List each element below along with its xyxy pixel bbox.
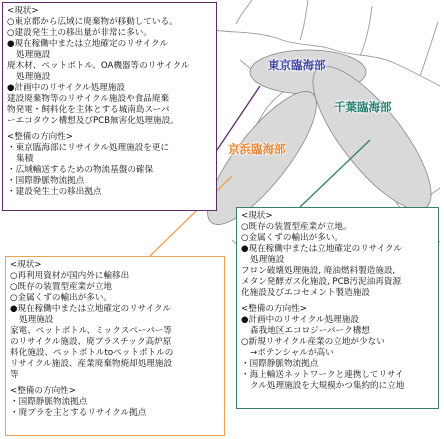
- direction-item: ・国際静脈物流拠点: [241, 359, 319, 369]
- status-detail: フロン破壊処理施設, 廃油燃料製造施設,: [241, 266, 396, 276]
- status-detail: 家電、ペットボトル、ミックスペーパー等: [10, 326, 172, 336]
- status-item: ○金属くずの輸出が多い。: [10, 293, 113, 303]
- status-heading: <現状>: [7, 6, 39, 16]
- keihin-info-box: [5, 256, 225, 436]
- direction-item-cont: クル処理施設を大規模かつ集約的に立地: [250, 381, 405, 391]
- status-detail: 料化施設、ペットボトルtoペットボトルの: [10, 348, 174, 358]
- river-3: [360, 6, 372, 56]
- status-detail: ーエコタウン構想及びPCB無害化処理施設。: [7, 116, 179, 126]
- chiba-region-label: 千葉臨海部: [334, 100, 392, 114]
- tokyo-info-box: [2, 2, 217, 211]
- status-detail: リサイクル施設、産業廃棄物焼却処理施設: [10, 359, 173, 369]
- direction-item: ・国際静脈物流拠点: [7, 176, 85, 186]
- status-item: ○金属くずの輸出が多い。: [241, 233, 344, 243]
- status-item: ○既存の装置型産業が立地: [10, 282, 113, 292]
- direction-item: ・廃プラを主とするリサイクル拠点: [10, 408, 147, 418]
- direction-heading: <整備の方向性>: [241, 304, 307, 314]
- status-detail: のリサイクル施設、廃プラスチック高炉原: [10, 337, 172, 347]
- status-item: ○再利用資材が国内外に輸移出: [10, 271, 130, 281]
- direction-item: ・広域輸送するための物流基盤の確保: [7, 165, 154, 175]
- direction-heading: <整備の方向性>: [10, 386, 76, 396]
- river-4: [420, 22, 438, 76]
- status-item-cont: 処理施設: [19, 315, 54, 325]
- chiba-info-box: [236, 207, 439, 409]
- direction-item-cont: →ポテンシャルが高い: [250, 348, 334, 358]
- status-detail: メタン発酵ガス化施設, PCB汚泥油再資源: [241, 277, 402, 287]
- status-item: ●現在稼働中または立地確定のリサイクル: [10, 304, 171, 314]
- status-item: ●現在稼働中または立地確定のリサイクル: [241, 244, 402, 254]
- river-2: [300, 0, 308, 40]
- status-item: ●計画中のリサイクル処理施設: [7, 83, 126, 93]
- status-detail: 処理施設: [16, 72, 51, 82]
- status-detail: 物発電・飼料化を主体とする城南島スーパ: [7, 105, 170, 115]
- status-item-cont: 処理施設: [250, 255, 285, 265]
- status-heading: <現状>: [241, 211, 273, 221]
- direction-detail: 森我地区エコロジーパーク構想: [250, 326, 370, 336]
- status-item: ○東京都から広域に廃棄物が移動している。: [7, 17, 178, 27]
- direction-item-cont: 集積: [16, 154, 34, 164]
- direction-heading: <整備の方向性>: [7, 132, 73, 142]
- chiba-connector: [300, 140, 370, 207]
- status-detail: 建設廃棄物等のリサイクル施設や食品廃棄: [7, 94, 170, 104]
- status-item: ●現在稼働中または立地確定のリサイクル: [7, 39, 168, 49]
- status-item: ○建設発生土の移出量が非常に多い。: [7, 28, 152, 38]
- status-item: ○既存の装置型産業が立地。: [241, 222, 352, 232]
- direction-item: ・海上輸送ネットワークと連携してリサイ: [241, 370, 404, 380]
- direction-item: ・国際静脈物流拠点: [10, 397, 88, 407]
- status-detail: 廃木材、ペットボトル、OA機器等のリサイクル: [7, 61, 190, 71]
- direction-item: ●計画中のリサイクル処理施設: [241, 315, 360, 325]
- status-item-cont: 処理施設: [16, 50, 51, 60]
- direction-item: ○新規リサイクル産業の立地が少ない: [241, 337, 385, 347]
- status-heading: <現状>: [10, 260, 42, 270]
- river-1: [236, 0, 252, 24]
- keihin-region-label: 京浜臨海部: [228, 142, 286, 156]
- direction-item: ・建設発生土の移出拠点: [7, 187, 102, 197]
- direction-item: ・東京臨海部にリサイクル処理施設を更に: [7, 143, 170, 153]
- tokyo-region-label: 東京臨海部: [268, 58, 326, 72]
- status-detail: 化施設及びエコセメント製造施設: [241, 288, 370, 298]
- status-detail: 等: [10, 370, 19, 380]
